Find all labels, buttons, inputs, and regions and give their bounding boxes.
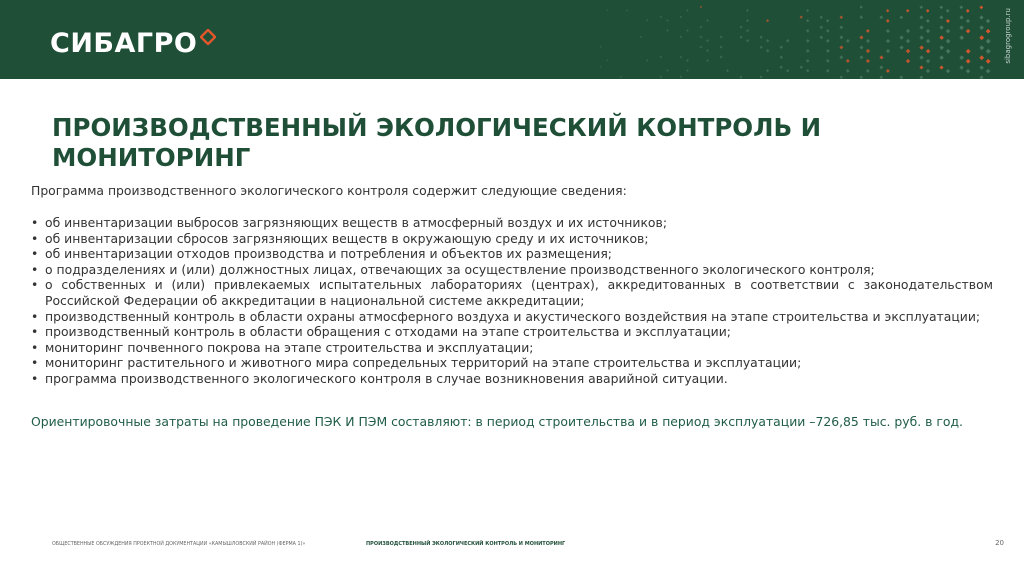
pattern-dot <box>646 59 649 62</box>
pattern-dot <box>826 49 830 53</box>
pattern-dot <box>839 25 843 29</box>
pattern-dot <box>979 35 984 40</box>
pattern-dot <box>919 35 923 39</box>
pattern-dot <box>859 45 863 49</box>
pattern-dot <box>766 69 769 72</box>
pattern-dot <box>859 75 862 78</box>
pattern-dot <box>766 19 769 22</box>
pattern-dot <box>879 55 883 59</box>
pattern-dot <box>686 59 689 62</box>
pattern-dot <box>686 69 689 72</box>
pattern-dot <box>926 59 930 63</box>
pattern-dot <box>919 55 923 59</box>
pattern-dot <box>660 56 663 59</box>
cost-text: Ориентировочные затраты на проведение ПЭК И ПЭМ составляют: в период строительства и в период эксплуатации –726,85 тыс. руб. в год. <box>31 414 963 429</box>
pattern-dot <box>786 69 789 72</box>
pattern-dot <box>939 35 944 40</box>
pattern-dot <box>799 65 802 68</box>
pattern-dot <box>826 39 830 43</box>
pattern-dot <box>919 45 924 50</box>
pattern-dot <box>806 39 810 43</box>
intro-text: Программа производственного экологического контроля содержит следующие сведения: <box>31 183 627 198</box>
pattern-dot <box>666 29 669 32</box>
pattern-dot <box>906 9 909 12</box>
pattern-dot <box>859 55 863 59</box>
pattern-dot <box>826 59 830 63</box>
pattern-dot <box>806 19 809 22</box>
pattern-dot <box>979 65 984 70</box>
pattern-dot <box>680 16 683 19</box>
pattern-dot <box>926 69 930 73</box>
pattern-dot <box>606 59 608 61</box>
list-item: • о собственных и (или) привлекаемых испытательных лабораториях (центрах), аккредитованных в соответствии с законодательством Российской Федерации об аккредитации в национальной системе аккредитации; <box>31 277 993 308</box>
pattern-dot <box>899 15 903 19</box>
list-item: • производственный контроль в области обращения с отходами на этапе строительства и эксплуатации; <box>31 324 993 340</box>
footer-section-title: ПРОИЗВОДСТВЕННЫЙ ЭКОЛОГИЧЕСКИЙ КОНТРОЛЬ И МОНИТОРИНГ <box>366 541 566 547</box>
page-number: 20 <box>995 539 1004 547</box>
pattern-dot <box>979 55 984 60</box>
pattern-dot <box>966 9 970 13</box>
pattern-dot <box>979 15 983 19</box>
pattern-dot <box>760 46 763 49</box>
site-url: sibagrogroup.ru <box>1004 8 1012 64</box>
pattern-dot <box>939 5 943 9</box>
pattern-dot <box>646 19 648 21</box>
pattern-dot <box>700 6 703 9</box>
pattern-dot <box>886 9 889 12</box>
pattern-dot <box>919 75 923 79</box>
pattern-dot <box>906 49 910 53</box>
pattern-dot <box>806 59 810 63</box>
pattern-dot <box>919 5 923 9</box>
pattern-dot <box>886 39 890 43</box>
pattern-dot <box>779 55 782 58</box>
list-item: • производственный контроль в области охраны атмосферного воздуха и акустического воздействия на этапе строительства и эксплуатации; <box>31 309 993 325</box>
pattern-dot <box>859 15 863 19</box>
pattern-dot <box>986 49 991 54</box>
pattern-dot <box>926 49 931 54</box>
pattern-dot <box>939 25 943 29</box>
logo <box>50 28 216 59</box>
pattern-dot <box>840 76 843 79</box>
pattern-dot <box>986 39 991 44</box>
pattern-dot <box>660 76 662 78</box>
pattern-dot <box>866 59 870 63</box>
pattern-dot <box>979 5 983 9</box>
pattern-dot <box>906 29 910 33</box>
pattern-dot <box>879 65 883 69</box>
pattern-dot <box>939 65 943 69</box>
pattern-dot <box>746 19 749 22</box>
pattern-dot <box>766 39 769 42</box>
pattern-dot <box>966 49 971 54</box>
pattern-dot <box>966 69 970 73</box>
list-item: • мониторинг растительного и животного мира сопредельных территорий на этапе строительства и эксплуатации; <box>31 355 993 371</box>
pattern-dot <box>826 19 829 22</box>
pattern-dot <box>700 36 703 39</box>
pattern-dot <box>879 15 883 19</box>
pattern-dot <box>766 49 769 52</box>
pattern-dot <box>740 76 743 79</box>
pattern-dot <box>946 49 951 54</box>
logo-text: СИБАГРО <box>50 28 198 59</box>
pattern-dot <box>846 69 850 73</box>
pattern-dot <box>986 29 991 34</box>
pattern-dot <box>886 19 890 23</box>
pattern-dot <box>706 19 709 22</box>
pattern-dot <box>899 45 903 49</box>
pattern-dot <box>926 19 930 23</box>
pattern-dot <box>986 19 990 23</box>
pattern-dot <box>626 9 628 11</box>
pattern-dot <box>939 15 943 19</box>
pattern-dot <box>939 45 944 50</box>
pattern-dot <box>899 35 903 39</box>
pattern-dot <box>680 56 683 59</box>
pattern-dot <box>966 59 971 64</box>
pattern-dot <box>979 75 983 79</box>
pattern-dot <box>839 55 843 59</box>
pattern-dot <box>606 9 608 11</box>
pattern-dot <box>886 69 890 73</box>
pattern-dot <box>959 5 963 9</box>
pattern-dot <box>959 25 964 30</box>
pattern-dot <box>866 49 870 53</box>
pattern-dot <box>666 69 669 72</box>
pattern-dot <box>826 69 830 73</box>
pattern-dot <box>839 15 842 18</box>
info-list <box>31 215 993 387</box>
list-item: • о подразделениях и (или) должностных лицах, отвечающих за осуществление производственного экологического контроля; <box>31 262 993 278</box>
pattern-dot <box>946 29 950 33</box>
list-item: • программа производственного экологического контроля в случае возникновения аварийной ситуации. <box>31 371 993 387</box>
list-item: • об инвентаризации сбросов загрязняющих веществ в окружающую среду и их источников; <box>31 231 993 247</box>
pattern-dot <box>959 55 964 60</box>
pattern-dot <box>966 19 970 23</box>
pattern-dot <box>906 59 910 63</box>
pattern-dot <box>979 45 984 50</box>
pattern-dot <box>620 76 622 78</box>
pattern-dot <box>720 36 723 39</box>
pattern-dot <box>846 39 850 43</box>
pattern-dot <box>806 29 810 33</box>
pattern-dot <box>826 29 830 33</box>
pattern-dot <box>986 59 991 64</box>
pattern-dot <box>946 69 950 73</box>
pattern-dot <box>700 46 703 49</box>
pattern-dot <box>820 16 823 19</box>
pattern-dot <box>706 49 709 52</box>
pattern-dot <box>919 65 923 69</box>
pattern-dot <box>926 29 930 33</box>
pattern-dot <box>959 35 964 40</box>
pattern-dot <box>860 6 863 9</box>
pattern-dot <box>866 69 870 73</box>
pattern-dot <box>839 35 843 39</box>
pattern-dot <box>746 39 749 42</box>
pattern-dot <box>839 45 843 49</box>
pattern-dot <box>806 49 810 53</box>
pattern-dot <box>720 56 723 59</box>
pattern-dot <box>666 19 669 22</box>
pattern-dot <box>966 29 971 34</box>
page-title: ПРОИЗВОДСТВЕННЫЙ ЭКОЛОГИЧЕСКИЙ КОНТРОЛЬ И МОНИТОРИНГ <box>52 113 822 172</box>
pattern-dot <box>600 46 602 48</box>
pattern-dot <box>800 16 803 19</box>
pattern-dot <box>779 45 783 49</box>
pattern-dot <box>919 25 923 29</box>
pattern-dot <box>866 29 870 33</box>
pattern-dot <box>680 76 683 79</box>
pattern-dot <box>846 59 850 63</box>
pattern-dot <box>879 75 883 79</box>
pattern-dot <box>946 9 950 13</box>
header-bar <box>0 0 1024 79</box>
pattern-dot <box>720 46 723 49</box>
pattern-dot <box>706 39 709 42</box>
pattern-dot <box>746 9 749 12</box>
pattern-dot <box>726 69 729 72</box>
pattern-dot <box>686 29 689 32</box>
pattern-dot <box>760 36 763 39</box>
pattern-dot <box>740 36 743 39</box>
list-item: • мониторинг почвенного покрова на этапе строительства и эксплуатации; <box>31 340 993 356</box>
pattern-dot <box>919 15 923 19</box>
pattern-dot <box>746 29 749 32</box>
pattern-dot <box>946 19 950 23</box>
pattern-dot <box>886 49 890 53</box>
pattern-dot <box>760 76 763 79</box>
pattern-dot <box>906 39 910 43</box>
pattern-dot <box>686 9 689 12</box>
pattern-dot <box>640 36 643 39</box>
pattern-dot <box>939 55 944 60</box>
pattern-dot <box>886 29 890 33</box>
pattern-dot <box>946 39 951 44</box>
pattern-dot <box>926 9 930 13</box>
pattern-dot <box>740 26 743 29</box>
list-item: • об инвентаризации отходов производства и потребления и объектов их размещения; <box>31 246 993 262</box>
pattern-dot <box>660 16 663 19</box>
pattern-dot <box>706 59 709 62</box>
pattern-dot <box>959 15 963 19</box>
footer-document-title: ОБЩЕСТВЕННЫЕ ОБСУЖДЕНИЯ ПРОЕКТНОЙ ДОКУМЕНТАЦИИ «КАМЫШЛОВСКИЙ РАЙОН (ФЕРМА 1)» <box>52 542 306 547</box>
pattern-dot <box>926 39 931 44</box>
pattern-dot <box>786 39 790 43</box>
list-item: • об инвентаризации выбросов загрязняющих веществ в атмосферный воздух и их источников; <box>31 215 993 231</box>
pattern-dot <box>806 9 809 12</box>
pattern-dot <box>680 36 683 39</box>
pattern-dot <box>819 35 823 39</box>
pattern-dot <box>819 25 823 29</box>
pattern-dot <box>979 25 984 30</box>
pattern-dot <box>600 66 602 68</box>
pattern-dot <box>859 35 863 39</box>
pattern-dot <box>806 69 809 72</box>
pattern-dot <box>700 26 703 29</box>
pattern-dot <box>866 39 870 43</box>
pattern-dot <box>959 65 963 69</box>
pattern-dot <box>899 75 903 79</box>
diamond-logo-icon <box>200 29 216 45</box>
pattern-dot <box>780 66 783 69</box>
pattern-dot <box>986 69 991 74</box>
